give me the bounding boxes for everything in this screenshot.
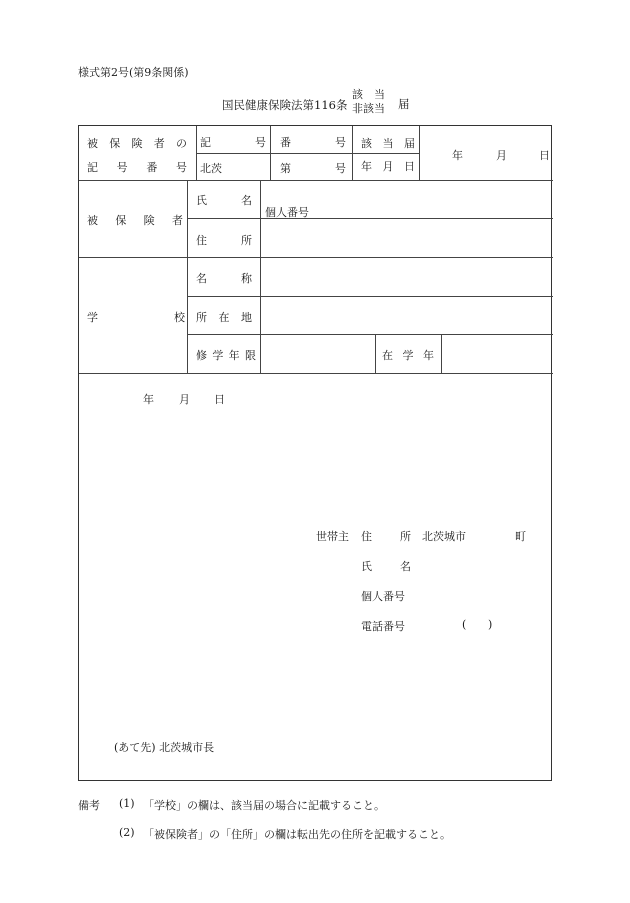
- divider: [187, 296, 553, 297]
- divider: [441, 334, 442, 373]
- household-head-label: 世帯主: [316, 530, 349, 543]
- declaration-date-month[interactable]: 月: [179, 393, 190, 406]
- insured-id-label-line2: 記 号 番 号: [87, 161, 187, 174]
- header-date-month[interactable]: 月: [496, 149, 507, 162]
- divider: [79, 373, 553, 374]
- divider: [79, 257, 553, 258]
- applicant-address-label: 住 所: [361, 530, 411, 543]
- note-text: 「学校」の欄は、該当届の場合に記載すること。: [143, 799, 385, 812]
- divider: [352, 126, 353, 180]
- declaration-date-day[interactable]: 日: [214, 393, 225, 406]
- applicant-personal-number-label: 個人番号: [361, 590, 405, 603]
- divider: [375, 334, 376, 373]
- personal-number-label: 個人番号: [265, 206, 309, 219]
- declaration-date-year[interactable]: 年: [143, 393, 154, 406]
- enrollment-year-label: 在 学 年: [382, 349, 434, 362]
- addressee: (あて先) 北茨城市長: [114, 741, 215, 754]
- divider: [196, 153, 419, 154]
- divider: [187, 218, 553, 219]
- applicant-address-value[interactable]: 北茨城市: [422, 530, 466, 543]
- applicant-name-label: 氏 名: [361, 560, 411, 573]
- divider: [187, 180, 188, 373]
- header-date-year[interactable]: 年: [452, 149, 463, 162]
- school-location-label: 所 在 地: [196, 311, 252, 324]
- note-text: 「被保険者」の「住所」の欄は転出先の住所を記載すること。: [143, 828, 451, 841]
- header-date-day[interactable]: 日: [539, 149, 550, 162]
- divider: [187, 334, 553, 335]
- town-suffix: 町: [515, 530, 526, 543]
- insured-address-label: 住 所: [196, 234, 252, 247]
- form-code: 様式第2号(第9条関係): [78, 66, 189, 79]
- school-name-label: 名 称: [196, 272, 252, 285]
- title-option-applicable: 該 当: [352, 88, 385, 101]
- number-label: 番 号: [280, 136, 346, 149]
- insured-name-label: 氏 名: [196, 194, 252, 207]
- note-number: (1): [119, 797, 135, 810]
- insured-section-label: 被 保 険 者: [87, 214, 183, 227]
- symbol-value[interactable]: 北茨: [200, 162, 222, 175]
- phone-paren-open: (: [462, 618, 467, 631]
- symbol-label: 記 号: [200, 136, 266, 149]
- form-frame: [78, 125, 552, 781]
- phone-paren-close: ): [488, 618, 493, 631]
- title-suffix: 届: [398, 97, 410, 111]
- divider: [79, 180, 553, 181]
- divider: [260, 180, 261, 373]
- insured-id-label-line1: 被 保 険 者 の: [87, 137, 187, 150]
- applicable-date-label-line2: 年 月 日: [361, 160, 415, 173]
- applicable-date-label-line1: 該 当 届: [361, 137, 415, 150]
- divider: [196, 126, 197, 180]
- study-period-label: 修 学 年 限: [196, 349, 256, 362]
- number-field[interactable]: 第 号: [280, 162, 346, 175]
- divider: [270, 126, 271, 180]
- school-section-label-left: 学: [87, 311, 98, 324]
- title-option-not-applicable: 非該当: [352, 102, 385, 115]
- school-section-label-right: 校: [174, 311, 185, 324]
- note-number: (2): [119, 826, 135, 839]
- form-title: 国民健康保険法第116条: [222, 98, 348, 112]
- notes-heading: 備考: [78, 799, 100, 812]
- title-option-stack: [352, 88, 385, 116]
- divider: [419, 126, 420, 180]
- applicant-phone-label: 電話番号: [361, 620, 405, 633]
